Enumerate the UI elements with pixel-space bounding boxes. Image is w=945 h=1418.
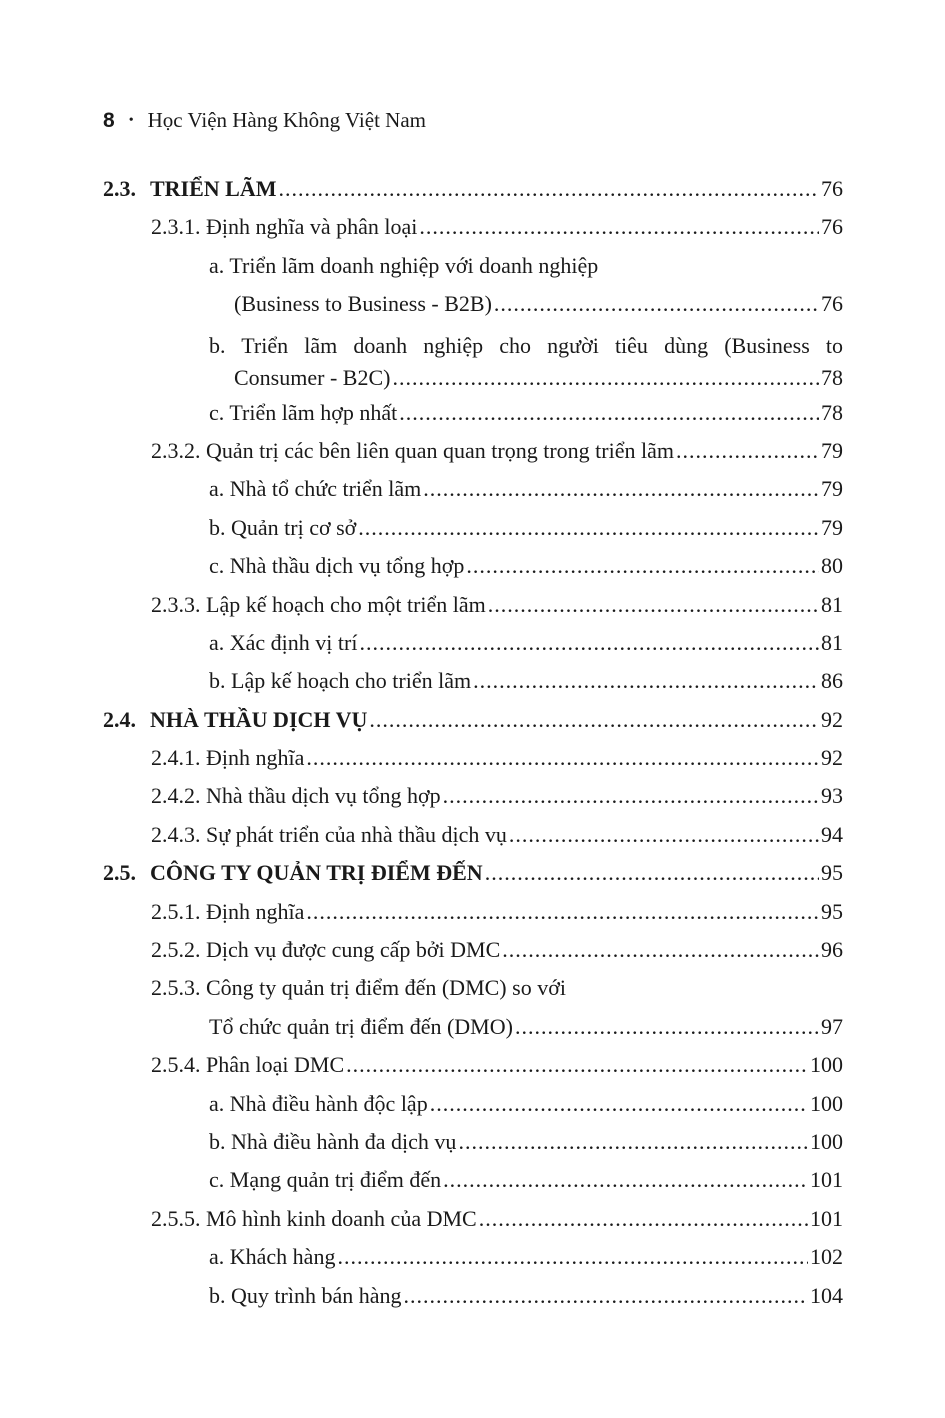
entry-label: a. Triển lãm doanh nghiệp với doanh nghiệp [209,252,599,278]
section-number: 2.3. [103,176,136,201]
toc-entry-2-4[interactable] [103,701,843,739]
toc-entry-2-3-2[interactable] [103,432,843,470]
dot-leader [337,1238,808,1276]
entry-label: Tổ chức quản trị điểm đến (DMO) [209,1013,513,1039]
dot-leader [509,816,819,854]
toc-entry-b2b-line1[interactable] [103,247,843,285]
page-ref: 96 [821,937,843,963]
page-ref: 97 [821,1013,843,1039]
page-ref: 79 [821,514,843,540]
dot-leader [403,1277,808,1315]
toc-entry-quan-tri-co-so[interactable] [103,509,843,547]
page-ref: 86 [821,668,843,694]
entry-label: 2.5.3. Công ty quản trị điểm đến (DMC) so với [151,975,566,1001]
dot-leader [279,170,819,208]
page-ref: 93 [821,783,843,809]
dot-leader [306,893,819,931]
dot-leader [515,1008,819,1046]
dot-leader [430,1085,808,1123]
entry-label: b. Triển lãm doanh nghiệp cho người tiêu dùng (Business to [209,332,843,358]
entry-label: a. Xác định vị trí [209,629,358,655]
entry-label: 2.5.2. Dịch vụ được cung cấp bởi DMC [151,937,501,963]
entry-label: 2.4.3. Sự phát triển của nhà thầu dịch vụ [151,821,507,847]
dot-leader [423,470,819,508]
toc-entry-2-4-2[interactable] [103,777,843,815]
section-title: NHÀ THẦU DỊCH VỤ [150,706,368,732]
toc-entry-2-5-3-line2[interactable] [103,1008,843,1046]
page-ref: 78 [821,399,843,425]
entry-label: b. Lập kế hoạch cho triển lãm [209,668,472,694]
dot-leader [346,1046,808,1084]
entry-label: 2.5.4. Phân loại DMC [151,1052,345,1078]
dot-leader [466,547,819,585]
entry-label: b. Quản trị cơ sở [209,514,357,540]
toc-entry-2-3-3[interactable] [103,586,843,624]
toc-entry-b2c-line2[interactable] [103,362,843,394]
book-title: Học Viện Hàng Không Việt Nam [147,108,426,132]
dot-leader [473,662,819,700]
toc-entry-lap-ke-hoach-trien-lam[interactable] [103,662,843,700]
dot-leader [458,1123,808,1161]
entry-label: (Business to Business - B2B) [234,291,492,317]
running-header [103,108,426,133]
toc-entry-b2c-line1[interactable] [103,330,843,362]
entry-label: c. Mạng quản trị điểm đến [209,1167,442,1193]
entry-label: Consumer - B2C) [234,364,391,390]
dot-leader [306,739,819,777]
toc-entry-trien-lam-hop-nhat[interactable] [103,394,843,432]
toc-entry-nha-dieu-hanh-doc-lap[interactable] [103,1085,843,1123]
page-ref: 81 [821,629,843,655]
page-ref: 95 [821,898,843,924]
entry-label: 2.4.2. Nhà thầu dịch vụ tổng hợp [151,783,441,809]
page-ref: 76 [821,176,843,201]
entry-label: 2.3.3. Lập kế hoạch cho một triển lãm [151,591,486,617]
toc-entry-xac-dinh-vi-tri[interactable] [103,624,843,662]
toc-entry-nha-thau-tong-hop[interactable] [103,547,843,585]
entry-label: 2.4.1. Định nghĩa [151,745,305,771]
toc-entry-2-5-2[interactable] [103,931,843,969]
dot-leader [485,854,819,892]
toc-entry-nha-to-chuc[interactable] [103,470,843,508]
entry-label: a. Nhà điều hành độc lập [209,1090,428,1116]
dot-leader [358,509,819,547]
section-number: 2.5. [103,860,136,886]
page-ref: 78 [821,364,843,390]
page-ref: 92 [821,745,843,771]
dot-leader [479,1200,808,1238]
bullet-separator: • [128,113,134,128]
entry-label: 2.5.5. Mô hình kinh doanh của DMC [151,1205,477,1231]
toc-entry-2-5-5[interactable] [103,1200,843,1238]
dot-leader [443,1161,808,1199]
toc-entry-2-5-1[interactable] [103,893,843,931]
toc-entry-2-5[interactable] [103,854,843,892]
toc-entry-khach-hang[interactable] [103,1238,843,1276]
entry-label: c. Nhà thầu dịch vụ tổng hợp [209,553,465,579]
page-ref: 100 [810,1128,843,1154]
toc-entry-mang-quan-tri[interactable] [103,1161,843,1199]
page-ref: 104 [810,1282,843,1308]
dot-leader [488,586,819,624]
dot-leader [359,624,819,662]
page-ref: 80 [821,553,843,579]
page-ref: 100 [810,1090,843,1116]
toc-entry-quy-trinh-ban-hang[interactable] [103,1277,843,1315]
page-ref: 101 [810,1205,843,1231]
dot-leader [419,208,819,246]
page-ref: 76 [821,291,843,317]
entry-label: b. Quy trình bán hàng [209,1282,402,1308]
page-ref: 79 [821,476,843,502]
toc-entry-b2b-line2[interactable] [103,285,843,323]
page-ref: 79 [821,437,843,463]
toc-entry-nha-dieu-hanh-da-dich-vu[interactable] [103,1123,843,1161]
page-ref: 94 [821,821,843,847]
section-number: 2.4. [103,706,136,732]
table-of-contents [103,170,843,1315]
toc-entry-2-4-3[interactable] [103,816,843,854]
toc-entry-2-3-1[interactable] [103,208,843,246]
page-ref: 81 [821,591,843,617]
dot-leader [392,362,819,394]
toc-entry-2-5-4[interactable] [103,1046,843,1084]
toc-entry-2-5-3-line1[interactable] [103,969,843,1007]
section-title: TRIỂN LÃM [150,176,277,201]
page-ref: 76 [821,214,843,240]
dot-leader [443,777,819,815]
dot-leader [676,432,819,470]
dot-leader [399,394,819,432]
toc-entry-2-3[interactable] [103,170,843,208]
dot-leader [502,931,819,969]
entry-label: c. Triển lãm hợp nhất [209,399,398,425]
entry-label: 2.5.1. Định nghĩa [151,898,305,924]
entry-label: 2.3.1. Định nghĩa và phân loại [151,214,418,240]
entry-label: a. Khách hàng [209,1244,336,1270]
section-title: CÔNG TY QUẢN TRỊ ĐIỂM ĐẾN [150,860,483,886]
page-number: 8 [103,109,115,132]
entry-label: a. Nhà tổ chức triển lãm [209,476,422,502]
dot-leader [494,285,819,323]
page-ref: 92 [821,706,843,732]
entry-label: b. Nhà điều hành đa dịch vụ [209,1128,457,1154]
page-ref: 95 [821,860,843,886]
entry-label: 2.3.2. Quản trị các bên liên quan quan trọng trong triển lãm [151,437,674,463]
page-ref: 101 [810,1167,843,1193]
toc-entry-2-4-1[interactable] [103,739,843,777]
page-ref: 100 [810,1052,843,1078]
dot-leader [369,701,819,739]
page-ref: 102 [810,1244,843,1270]
